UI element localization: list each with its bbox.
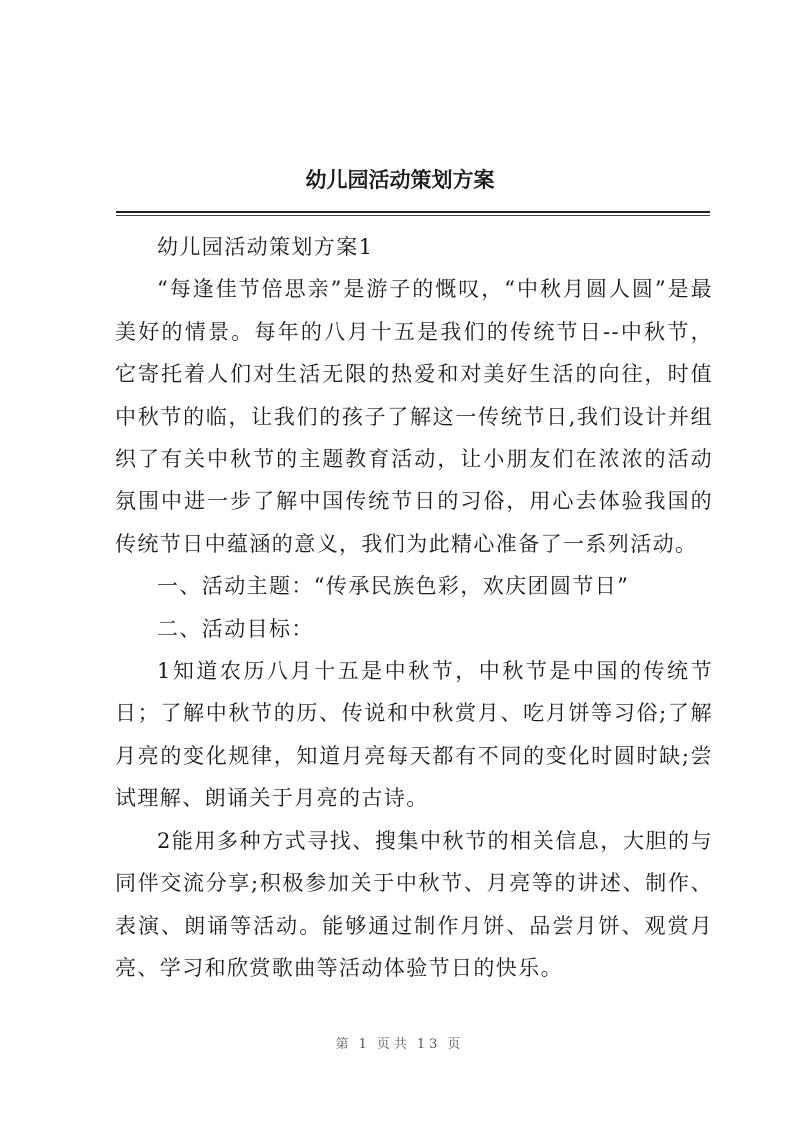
footer-current-page: 1	[358, 1037, 371, 1052]
activity-theme: 一、活动主题：“传承民族色彩，欢庆团圆节日”	[157, 574, 630, 599]
footer-middle: 页共	[376, 1037, 411, 1052]
title-divider-thin	[116, 215, 710, 216]
page-footer	[0, 1033, 800, 1052]
document-title: 幼儿园活动策划方案	[305, 168, 495, 192]
goal-item-1: 1知道农历八月十五是中秋节，中秋节是中国的传统节日；了解中秋节的历、传说和中秋赏月、吃月饼等习俗;了解月亮的变化规律，知道月亮每天都有不同的变化时圆时缺;尝试理解、朗诵关于月亮的古诗。	[115, 659, 713, 811]
activity-goals-heading: 二、活动目标：	[157, 616, 314, 641]
title-divider-thick	[116, 211, 710, 213]
footer-suffix: 页	[447, 1037, 465, 1052]
footer-prefix: 第	[335, 1037, 353, 1052]
goal-item-2: 2能用多种方式寻找、搜集中秋节的相关信息，大胆的与同伴交流分享;积极参加关于中秋节、月亮等的讲述、制作、表演、朗诵等活动。能够通过制作月饼、品尝月饼、观赏月亮、学习和欣赏歌曲等活动体验节日的快乐。	[115, 828, 713, 980]
intro-paragraph: “每逢佳节倍思亲”是游子的慨叹，“中秋月圆人圆”是最美好的情景。每年的八月十五是我们的传统节日--中秋节，它寄托着人们对生活无限的热爱和对美好生活的向往，时值中秋节的临，让我们的孩子了解这一传统节日,我们设计并组织了有关中秋节的主题教育活动，让小朋友们在浓浓的活动氛围中进一步了解中国传统节日的习俗，用心去体验我国的传统节日中蕴涵的意义，我们为此精心准备了一系列活动。	[115, 277, 713, 556]
document-body	[115, 226, 713, 989]
section-heading: 幼儿园活动策划方案1	[157, 235, 374, 259]
footer-total-pages: 13	[416, 1037, 442, 1052]
